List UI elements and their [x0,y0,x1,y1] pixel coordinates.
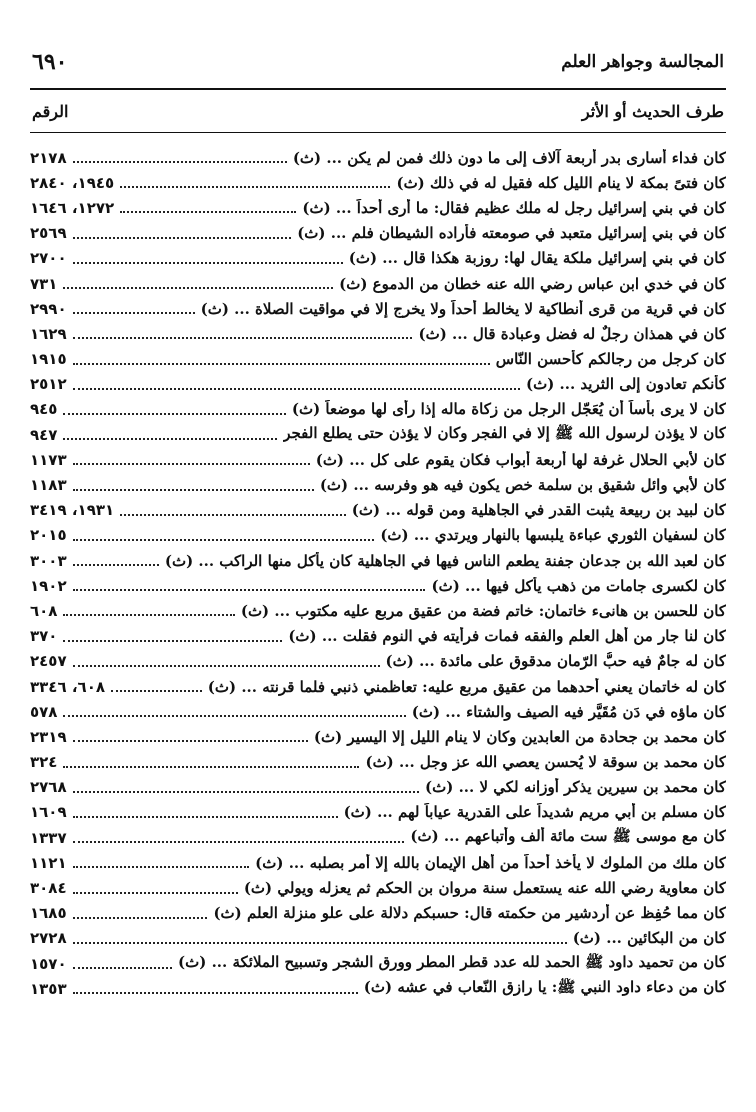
leader-dots [73,336,413,339]
entry-number: ٣٠٨٤ [30,879,67,898]
entry-number: ٢٠١٥ [30,526,67,545]
entry-text: كان من تحميد داود ﷺ الحمد لله عدد قطر المطر وورق الشجر وتسبيح الملائكة ... (ث) [178,952,726,971]
entry-number: ٩٤٧ [30,425,58,444]
index-entry [30,498,726,523]
entry-text: كان في بني إسرائيل رجل له ملك عظيم فقال: ما أرى أحداً ... (ث) [302,198,726,217]
entry-number: ١٥٧٠ [30,954,67,973]
index-entry [30,347,726,372]
leader-dots [73,261,343,264]
running-head [32,44,724,80]
leader-dots [73,362,490,365]
leader-dots [73,891,238,894]
leader-dots [73,739,308,742]
leader-dots [73,538,375,541]
index-entry [30,296,726,321]
entry-number: ١٦٠٩ [30,803,67,822]
entry-number: ٩٤٥ [30,400,58,419]
index-entry [30,170,726,195]
leader-dots [73,563,159,566]
entry-text: كان محمد بن جحادة من العابدين وكان لا ينام الليل إلا اليسير (ث) [313,727,726,746]
entry-text: كأنكم تعادون إلى الثريد ... (ث) [526,375,726,394]
header-rule [30,88,726,90]
entry-text: كان لنا جار من أهل العلم والفقه فمات فرأيته في النوم فقلت ... (ث) [288,627,726,646]
index-entry [30,699,726,724]
entry-number: ١١٢١ [30,853,67,872]
index-entry [30,145,726,170]
index-entry [30,750,726,775]
entry-number: ١١٧٣ [30,450,67,469]
entry-number: ١٩٤٥، ٢٨٤٠ [30,173,115,192]
leader-dots [73,236,292,239]
entry-number: ١٩٠٢ [30,576,67,595]
leader-dots [73,488,314,491]
entry-number: ٢٩٩٠ [30,299,67,318]
leader-dots [63,639,282,642]
leader-dots [63,437,277,440]
leader-dots [63,412,285,415]
entry-text: كان في خدي ابن عباس رضي الله عنه خطان من الدموع (ث) [339,274,726,293]
leader-dots [73,865,250,868]
index-entry [30,573,726,598]
leader-dots [111,689,202,692]
leader-dots [73,966,172,969]
index-entry [30,724,726,749]
index-entry [30,372,726,397]
index-entry [30,523,726,548]
entry-number: ١٣٥٣ [30,979,67,998]
entry-text: كان لكسرى جامات من ذهب يأكل فيها ... (ث) [431,576,726,595]
column-header-number: الرقم [32,101,69,121]
entry-text: كان محمد بن سوقة لا يُحسن يعصي الله عز وجل ... (ث) [365,753,726,772]
entry-number: ١٩٣١، ٣٤١٩ [30,501,115,520]
leader-dots [63,714,405,717]
leader-dots [73,941,567,944]
entry-text: كان لسفيان الثوري عباءة يلبسها بالنهار ويرتدي ... (ث) [380,526,726,545]
leader-dots [73,588,426,591]
leader-dots [120,210,296,213]
entry-number: ٦٠٨، ٣٣٤٦ [30,677,106,696]
entry-text: كان ملك من الملوك لا يأخذ أحداً من أهل الإيمان بالله إلا أمر بصلبه ... (ث) [255,853,726,872]
entry-number: ٢٣١٩ [30,727,67,746]
entry-text: كان للحسن بن هانىء خاتمان: خاتم فضة من عقيق مربع عليه مكتوب ... (ث) [240,601,726,620]
entry-text: كان له جامٌ فيه حبُّ الرّمان مدقوق على مائدة ... (ث) [385,652,726,671]
entry-text: كان كرجل من رجالكم كأحسن النّاس [495,350,726,369]
leader-dots [120,513,346,516]
column-header-text: طرف الحديث أو الأثر [581,101,724,121]
entry-number: ٢١٧٨ [30,148,67,167]
entry-number: ١٦٢٩ [30,324,67,343]
index-entry [30,674,726,699]
entry-text: كان مع موسى ﷺ ست مائة ألف وأتباعهم ... (ث) [410,826,726,845]
entry-number: ٧٣١ [30,274,58,293]
index-entry [30,951,726,976]
index-entry [30,775,726,800]
entry-number: ٥٧٨ [30,702,58,721]
index-entries [30,145,726,1001]
index-entry [30,926,726,951]
entry-number: ٣٠٠٣ [30,551,67,570]
leader-dots [73,387,520,390]
entry-text: كان معاوية رضي الله عنه يستعمل سنة مروان بن الحكم ثم يعزله ويولي (ث) [243,879,726,898]
entry-text: كان لعبد الله بن جدعان جفنة يطعم الناس فيها في الجاهلية كان يأكل منها الراكب ... (ث) [164,551,726,570]
book-title: المجالسة وجواهر العلم [561,52,724,72]
leader-dots [73,462,310,465]
index-entry [30,800,726,825]
index-entry [30,624,726,649]
index-entry [30,221,726,246]
leader-dots [63,613,234,616]
entry-text: كان لأبي وائل شقيق بن سلمة خص يكون فيه هو وفرسه ... (ث) [319,476,726,495]
index-entry [30,850,726,875]
entry-number: ٢٧٦٨ [30,778,67,797]
entry-number: ٢٤٥٧ [30,652,67,671]
leader-dots [73,311,195,314]
entry-text: كان من البكائين ... (ث) [572,929,726,948]
index-entry [30,321,726,346]
index-entry [30,598,726,623]
index-entry [30,976,726,1001]
entry-text: كان لا يؤذن لرسول الله ﷺ إلا في الفجر وكان لا يؤذن حتى يطلع الفجر [283,423,726,442]
entry-text: كان فتىً بمكة لا ينام الليل كله فقيل له في ذلك (ث) [396,173,726,192]
index-entry [30,649,726,674]
index-entry [30,422,726,447]
index-entry [30,901,726,926]
entry-number: ١٢٧٢، ١٦٤٦ [30,198,115,217]
entry-text: كان مسلم بن أبي مريم شديداً على القدرية عياباً لهم ... (ث) [343,803,726,822]
entry-text: كان مما حُفِظ عن أردشير من حكمته قال: حسبكم دلالة على علو منزلة العلم (ث) [213,904,726,923]
leader-dots [73,991,358,994]
entry-text: كان في همذان رجلٌ له فضل وعبادة قال ... (ث) [418,324,726,343]
entry-number: ١١٨٣ [30,476,67,495]
index-entry [30,195,726,220]
leader-dots [120,185,390,188]
entry-text: كان فداء أسارى بدر أربعة آلاف إلى ما دون ذلك فمن لم يكن ... (ث) [292,148,726,167]
entry-text: كان من دعاء داود النبي ﷺ: يا رازق النّعاب في عشه (ث) [363,977,726,996]
index-entry [30,472,726,497]
entry-text: كان في قرية من قرى أنطاكية لا يخالط أحداً ولا يخرج إلا في مواقيت الصلاة ... (ث) [200,299,726,318]
index-entry [30,825,726,850]
index-entry [30,875,726,900]
leader-dots [63,286,333,289]
entry-number: ٢٧٠٠ [30,249,67,268]
index-entry [30,246,726,271]
entry-text: كان لبيد بن ربيعة يثبت القدر في الجاهلية ومن قوله ... (ث) [351,501,726,520]
leader-dots [63,765,359,768]
index-entry [30,548,726,573]
entry-number: ٢٧٢٨ [30,929,67,948]
leader-dots [73,664,380,667]
entry-number: ٦٠٨ [30,601,58,620]
entry-text: كان في بني إسرائيل ملكة يقال لها: روزبة هكذا قال ... (ث) [348,249,726,268]
entry-text: كان محمد بن سيرين يذكر أوزانه لكي لا ... (ث) [425,778,726,797]
entry-text: كان ماؤه في دَن مُقَيَّر فيه الصيف والشتاء ... (ث) [411,702,726,721]
index-entry [30,447,726,472]
entry-number: ٢٥٦٩ [30,224,67,243]
page-number: ٦٩٠ [32,49,68,75]
entry-number: ٢٥١٢ [30,375,67,394]
entry-text: كان له خاتمان يعني أحدهما من عقيق مربع عليه: تعاظمني ذنبي فلما قرنته ... (ث) [207,677,726,696]
entry-text: كان في بني إسرائيل متعبد في صومعته فأراده الشيطان فلم ... (ث) [297,224,726,243]
leader-dots [73,815,338,818]
entry-number: ٣٧٠ [30,627,58,646]
entry-number: ١٣٣٧ [30,828,67,847]
leader-dots [73,160,287,163]
index-entry [30,271,726,296]
leader-dots [73,916,208,919]
entry-number: ١٩١٥ [30,350,67,369]
leader-dots [73,790,419,793]
leader-dots [73,840,405,843]
column-header [32,96,724,126]
entry-number: ٣٢٤ [30,753,58,772]
entry-text: كان لأبي الحلال غرفة لها أربعة أبواب فكان يقوم على كل ... (ث) [315,450,726,469]
entry-text: كان لا يرى بأساً أن يُعَجّل الرجل من زكاة ماله إذا رأى لها موضعاً (ث) [291,400,726,419]
index-entry [30,397,726,422]
entry-number: ١٦٨٥ [30,904,67,923]
column-rule [30,132,726,133]
